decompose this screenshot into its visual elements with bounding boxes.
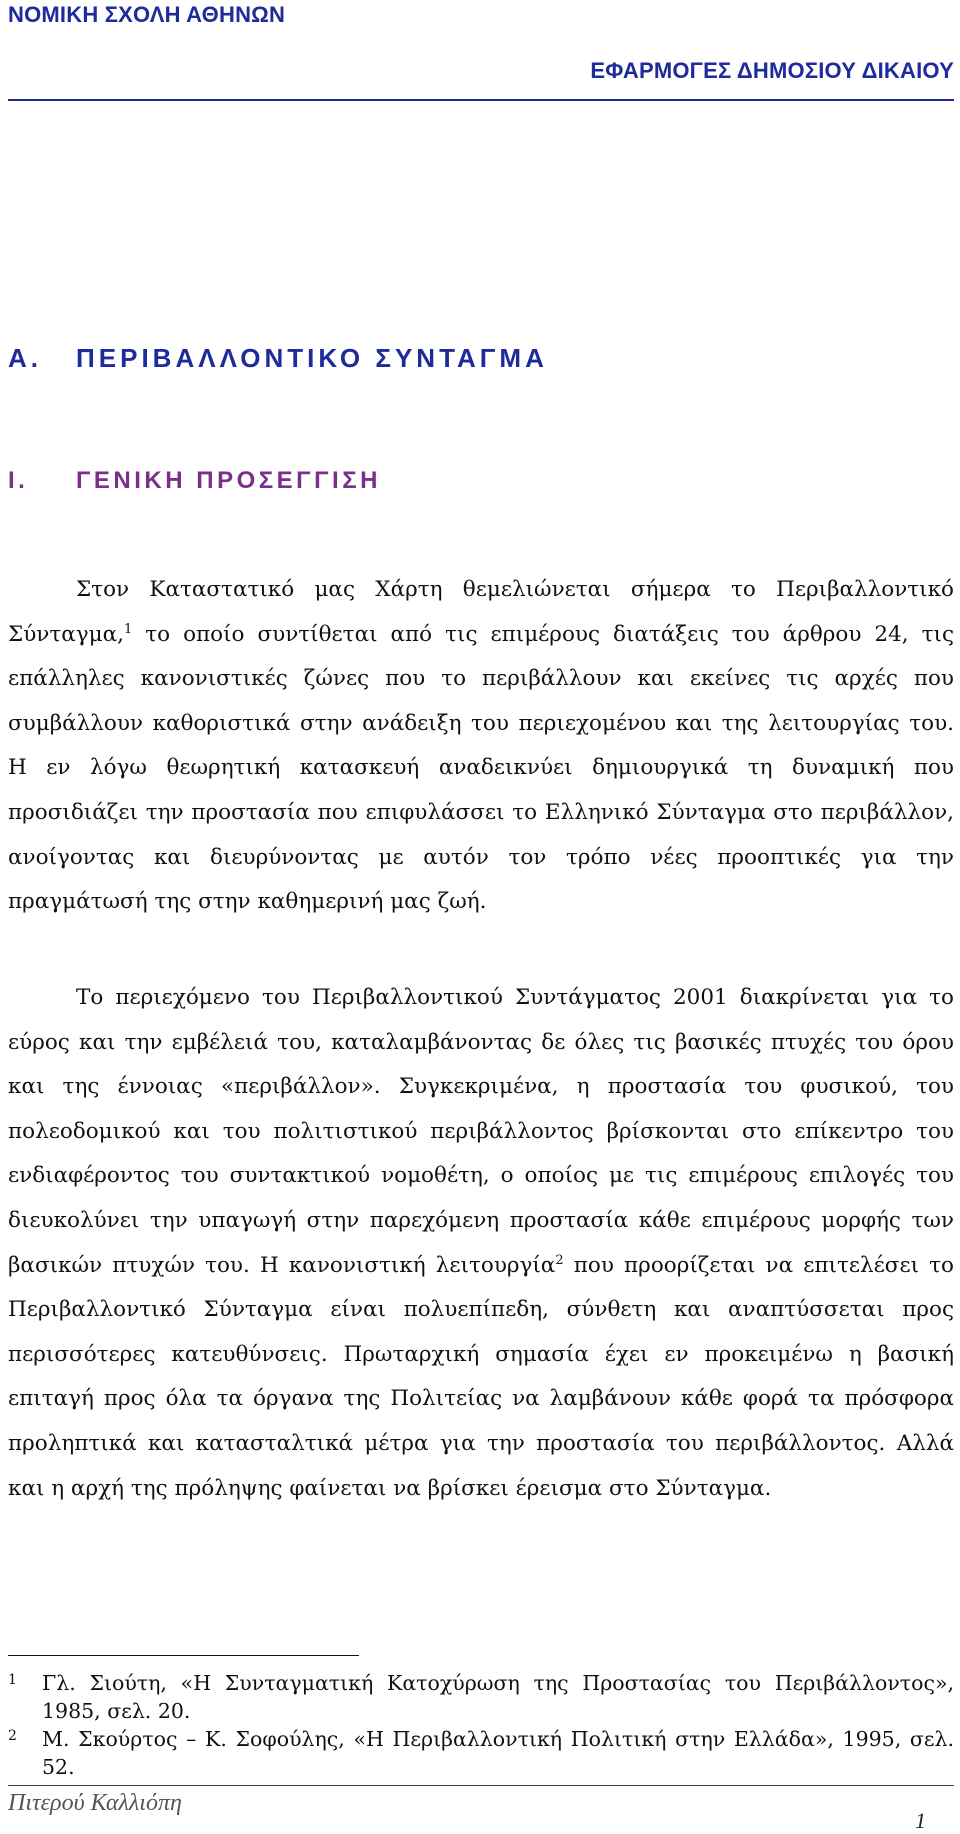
header-divider <box>8 99 954 101</box>
header-course-title: ΕΦΑΡΜΟΓΕΣ ΔΗΜΟΣΙΟΥ ΔΙΚΑΙΟΥ <box>590 58 954 83</box>
footnote-2-text: Μ. Σκούρτος – Κ. Σοφούλης, «Η Περιβαλλοντική Πολιτική στην Ελλάδα», 1995, σελ. 52. <box>42 1727 954 1779</box>
paragraph-1-text-b: το οποίο συντίθεται από τις επιμέρους διατάξεις του άρθρου 24, τις επάλληλες κανονιστικές ζώνες που το περιβάλλουν και εκείνες τις αρχές που συμβάλλουν καθοριστικά στην ανάδειξη του περιεχομένου και της λειτουργίας του. Η εν λόγω θεωρητική κατασκευή αναδεικνύει δημιουργικά τη δυναμική που προσιδιάζει την προστασία που επιφυλάσσει το Ελληνικό Σύνταγμα στο περιβάλλον, ανοίγοντας και διευρύνοντας με αυτόν τον τρόπο νέες προοπτικές για την πραγμάτωσή της στην καθημερινή μας ζωή. <box>8 621 954 915</box>
footnote-2 <box>8 1726 954 1781</box>
footnote-1-mark: 1 <box>8 1672 17 1688</box>
section-heading <box>8 343 548 374</box>
footer-author: Πιτερού Καλλιόπη <box>8 1790 182 1816</box>
subsection-number: Ι. <box>8 467 29 494</box>
footnote-ref-2[interactable]: 2 <box>555 1252 564 1268</box>
paragraph-1-text-a: Στον Καταστατικό μας Χάρτη θεμελιώνεται σήμερα το Περιβαλλοντικό Σύνταγμα, <box>8 577 954 647</box>
header-school-name: ΝΟΜΙΚΗ ΣΧΟΛΗ ΑΘΗΝΩΝ <box>8 2 286 27</box>
paragraph-2 <box>8 976 954 1511</box>
paragraph-2-text-b: που προορίζεται να επιτελέσει το Περιβαλλοντικό Σύνταγμα είναι πολυεπίπεδη, σύνθετη και αναπτύσσεται προς περισσότερες κατευθύνσεις. Πρωταρχική σημασία έχει εν προκειμένω η βασική επιταγή προς όλα τα όργανα της Πολιτείας να λαμβάνουν κάθε φορά τα πρόσφορα προληπτικά και κατασταλτικά μέτρα για την προστασία του περιβάλλοντος. Αλλά και η αρχή της πρόληψης φαίνεται να βρίσκει έρεισμα στο Σύνταγμα. <box>8 1252 954 1501</box>
paragraph-2-text-a: Το περιεχόμενο του Περιβαλλοντικού Συντάγματος 2001 διακρίνεται για το εύρος και την εμβέλειά του, καταλαμβάνοντας δε όλες τις βασικές πτυχές του όρου και της έννοιας «περιβάλλον». Συγκεκριμένα, η προστασία του φυσικού, του πολεοδομικού και του πολιτιστικού περιβάλλοντος βρίσκονται στο επίκεντρο του ενδιαφέροντος του συντακτικού νομοθέτη, ο οποίος με τις επιμέρους επιλογές του διευκολύνει την υπαγωγή στην παρεχόμενη προστασία κάθε επιμέρους μορφής των βασικών πτυχών του. Η κανονιστική λειτουργία <box>8 985 954 1278</box>
footnote-1-text: Γλ. Σιούτη, «Η Συνταγματική Κατοχύρωση της Προστασίας του Περιβάλλοντος», 1985, σελ. 20. <box>42 1671 954 1723</box>
footer-divider <box>8 1785 954 1786</box>
subsection-heading <box>8 467 381 495</box>
subsection-title: ΓΕΝΙΚΗ ΠΡΟΣΕΓΓΙΣΗ <box>76 467 381 494</box>
section-title: ΠΕΡΙΒΑΛΛΟΝΤΙΚΟ ΣΥΝΤΑΓΜΑ <box>76 343 548 373</box>
section-number: Α. <box>8 343 42 373</box>
page-number: 1 <box>915 1808 926 1833</box>
footnote-separator <box>8 1655 359 1656</box>
document-page <box>8 0 954 1834</box>
footnote-1 <box>8 1670 954 1725</box>
paragraph-1 <box>8 568 954 925</box>
footnote-2-mark: 2 <box>8 1728 17 1744</box>
footnote-ref-1[interactable]: 1 <box>123 621 133 637</box>
